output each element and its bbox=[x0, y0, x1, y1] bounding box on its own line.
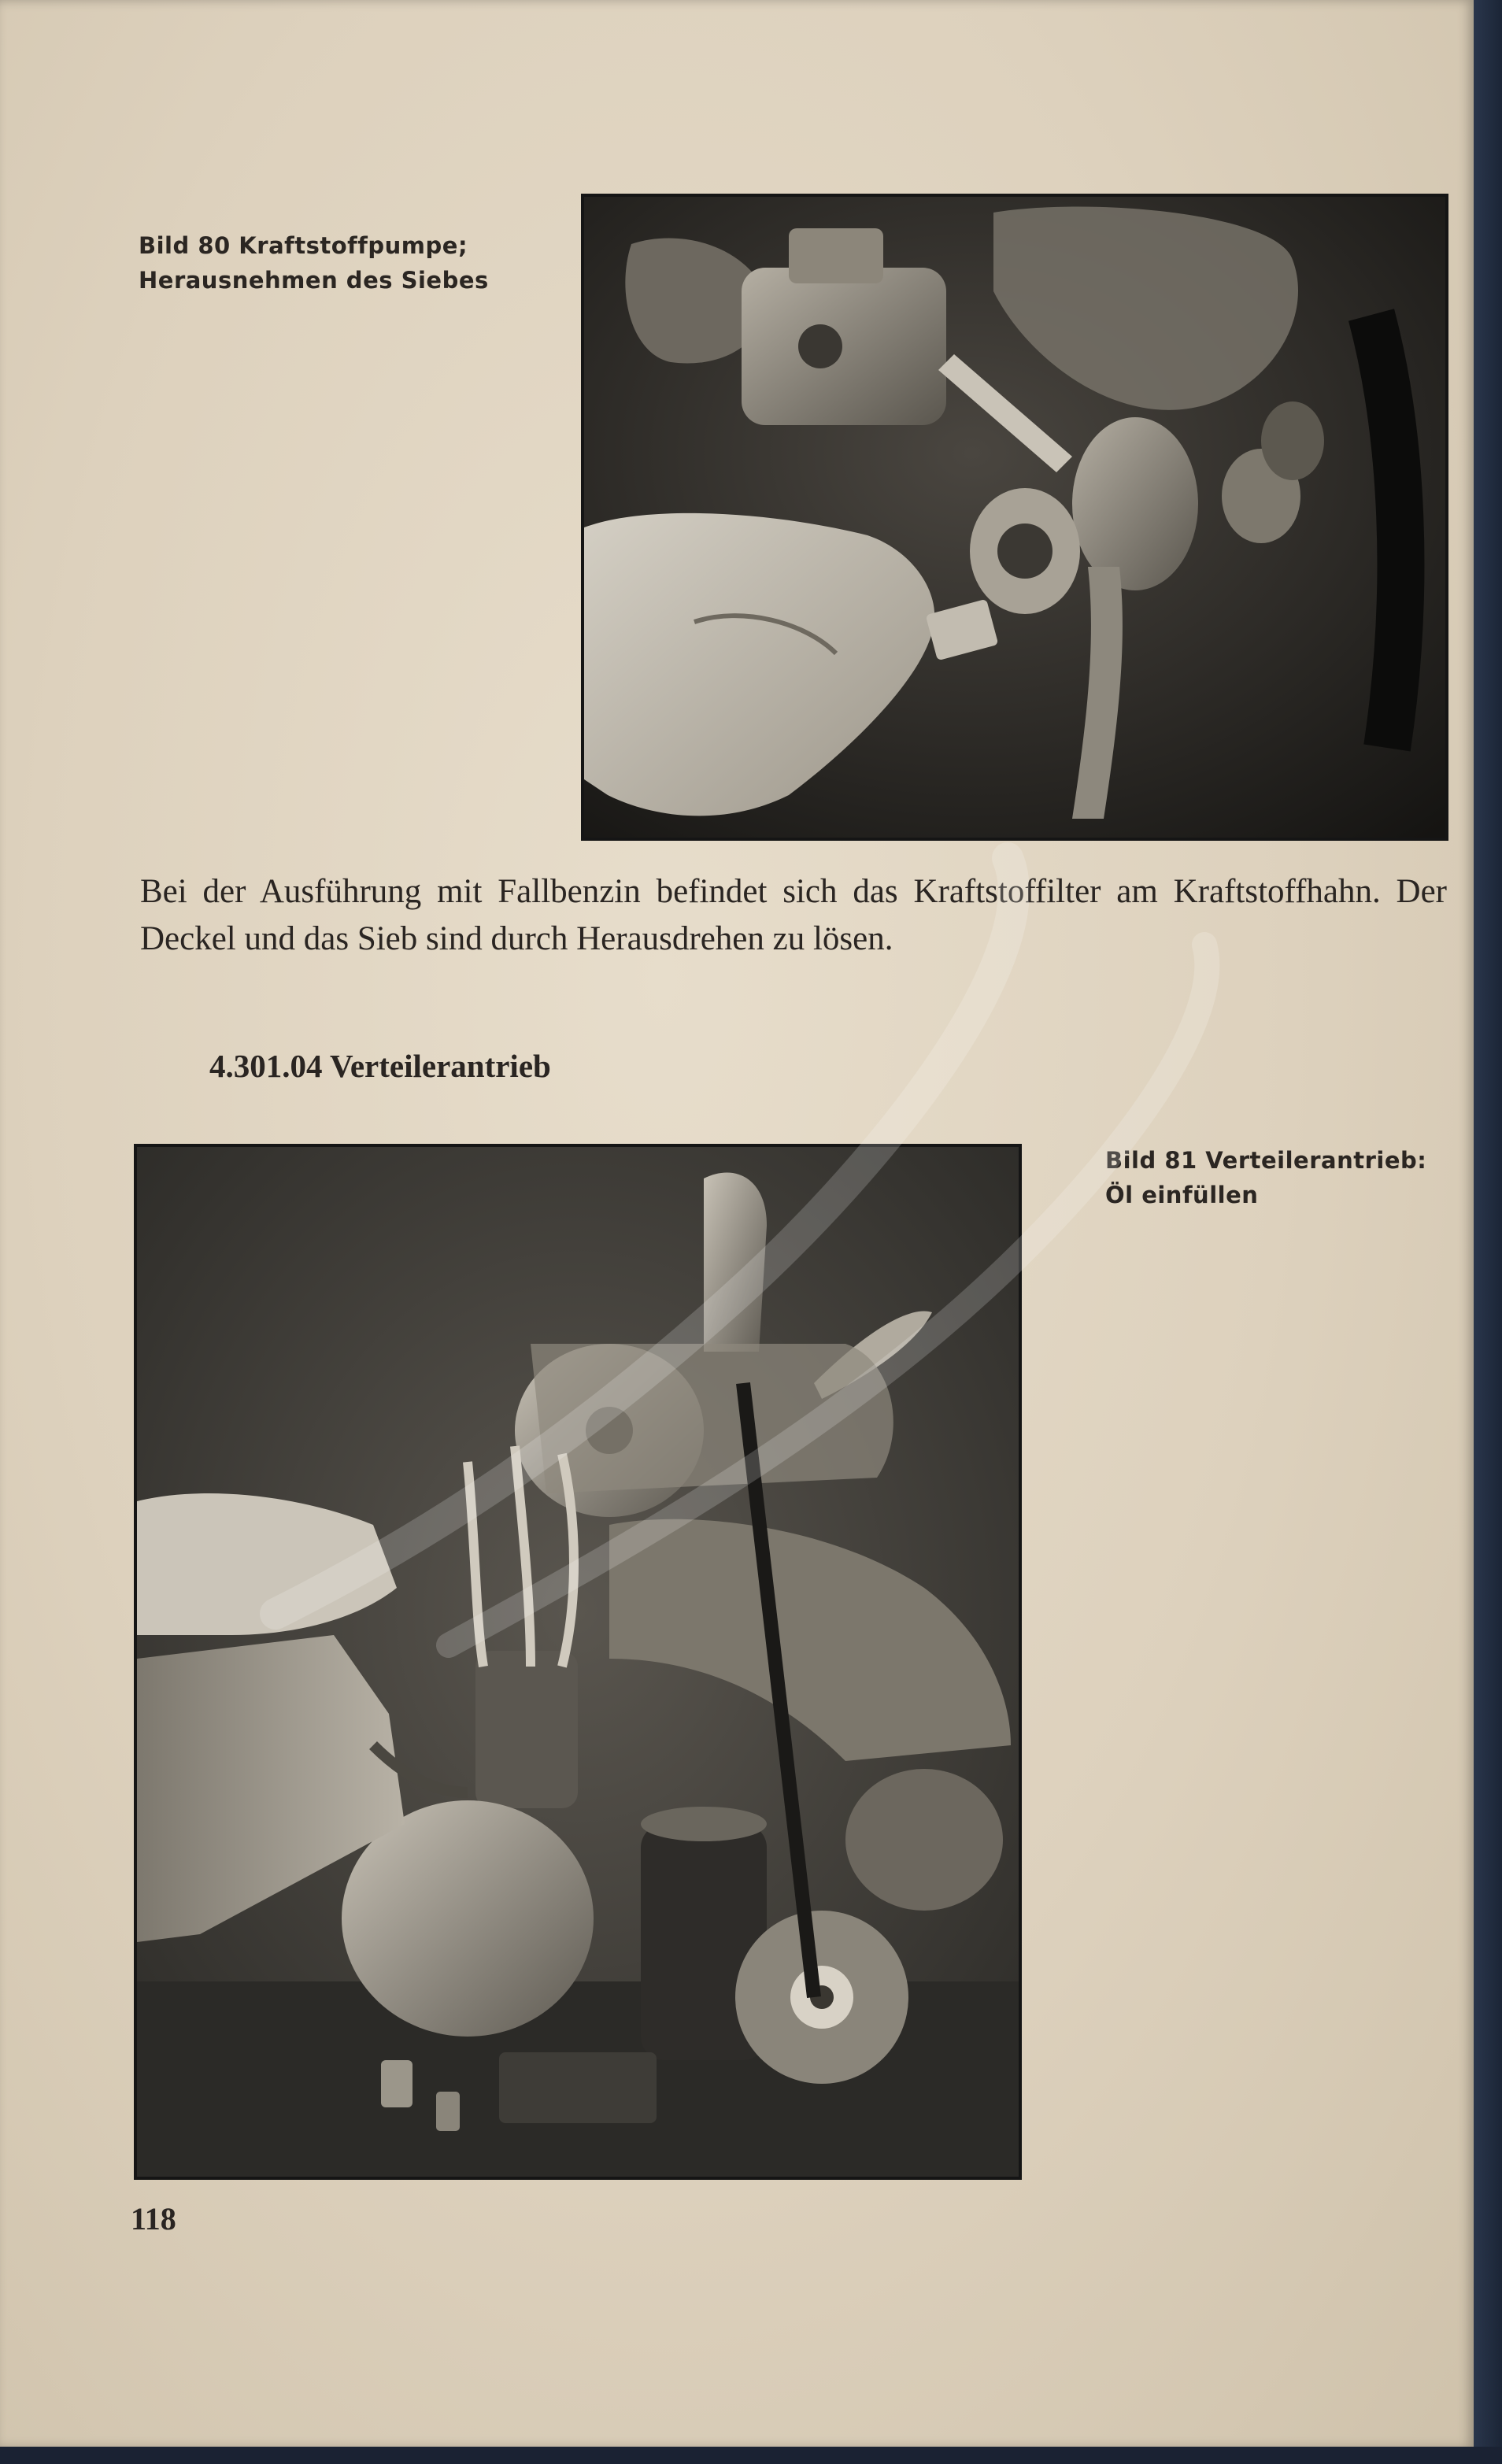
book-cover-edge-right bbox=[1474, 0, 1502, 2464]
figure-81-caption-line1: Bild 81 Verteilerantrieb: bbox=[1105, 1147, 1427, 1174]
figure-80-caption-line1: Bild 80 Kraftstoffpumpe; bbox=[139, 232, 468, 259]
section-heading: 4.301.04 Verteilerantrieb bbox=[209, 1048, 551, 1084]
fuel-pump-photo-image bbox=[584, 197, 1445, 838]
distributor-engine-photo-image bbox=[137, 1147, 1019, 2177]
figure-81-caption-line2: Öl einfüllen bbox=[1105, 1182, 1259, 1208]
figure-80-caption bbox=[139, 228, 489, 298]
page-number: 118 bbox=[131, 2201, 176, 2236]
body-paragraph: Bei der Ausführung mit Fallbenzin befindet sich das Kraftstoffilter am Kraftstoffhahn. Der Deckel und das Sieb sind durch Herausdrehen zu lösen. bbox=[140, 873, 1447, 957]
figure-81-photo bbox=[134, 1144, 1022, 2180]
figure-81-caption bbox=[1105, 1143, 1426, 1212]
figure-80-caption-line2: Herausnehmen des Siebes bbox=[139, 267, 489, 294]
book-cover-edge-bottom bbox=[0, 2447, 1502, 2464]
figure-80-photo bbox=[581, 194, 1448, 841]
